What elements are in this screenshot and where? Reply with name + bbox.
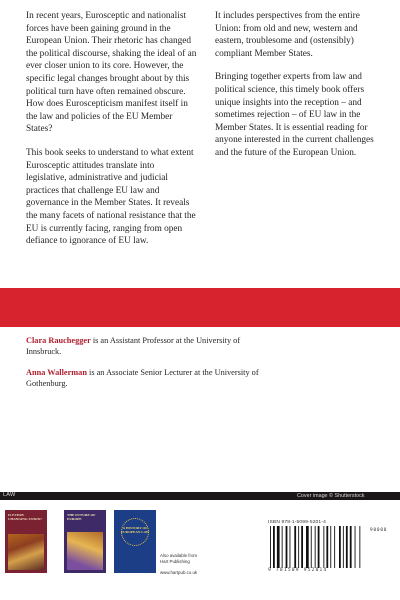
blurb-paragraph: It includes perspectives from the entire Union: from old and new, western and eastern, troublesome and (ostensibly) compliant Member States. bbox=[215, 11, 360, 59]
blurb-paragraph: Bringing together experts from law and political science, this timely book offers unique insights into the reception – and sometimes rejection – of EU law in the Member States. It is essential reading for anyone interested in the current challenges and the future of the European Union. bbox=[215, 72, 374, 158]
author-bio bbox=[26, 367, 266, 389]
author-name: Clara Rauchegger bbox=[26, 336, 91, 345]
eu-stars-ring-icon bbox=[121, 518, 149, 546]
isbn-text: ISBN 978-1-5099-5201-4 bbox=[268, 520, 326, 525]
book-artwork bbox=[8, 534, 44, 570]
author-bio-text: is an Associate Senior Lecturer at the University of Gothenburg. bbox=[26, 368, 259, 388]
subject-label: LAW bbox=[3, 492, 16, 498]
related-book-cover bbox=[64, 510, 106, 573]
blurb-paragraph: This book seeks to understand to what extent Eurosceptic attitudes translate into legislative, administrative and judicial practices that challenge EU law and governance in the Member States. It reveals the many facets of national resistance that the EU is currently facing, ranging from open defiance to ignorance of EU law. bbox=[26, 147, 196, 247]
blurb bbox=[26, 10, 386, 259]
barcode-digits: 9 781509 952014 bbox=[268, 568, 328, 573]
book-artwork bbox=[67, 532, 103, 570]
footer-panel bbox=[0, 500, 400, 600]
author-bios bbox=[26, 335, 266, 399]
related-book-title: A HISTORY OF EUROPEAN LAW bbox=[120, 526, 150, 535]
blurb-right-column bbox=[215, 10, 386, 259]
related-book-title: IS EVERY CHANGING UNION? bbox=[8, 513, 42, 522]
cover-credit: Cover image © Shutterstock bbox=[297, 493, 365, 499]
related-book-title: THE FUTURE OF EUROPE bbox=[67, 513, 96, 522]
barcode-icon bbox=[268, 526, 366, 568]
author-bio-text: is an Assistant Professor at the University of Innsbruck. bbox=[26, 336, 241, 356]
price-code: 90000 bbox=[370, 528, 388, 533]
publisher-url: www.hartpub.co.uk bbox=[160, 570, 198, 575]
red-band bbox=[0, 288, 400, 327]
author-bio bbox=[26, 335, 266, 357]
also-available-line: Hart Publishing bbox=[160, 559, 190, 564]
blurb-left-column bbox=[26, 10, 197, 259]
back-cover-footer bbox=[0, 492, 400, 600]
also-available bbox=[160, 553, 230, 576]
related-book-cover bbox=[5, 510, 47, 573]
also-available-line: Also available from bbox=[160, 553, 198, 558]
blurb-paragraph: In recent years, Eurosceptic and nationalist forces have been gaining ground in the European Union. Their rhetoric has changed the political discourse, shaking the ideal of an ever closer union to its core. However, the specific legal changes brought about by this political turn have often remained obscure. How does Euroscepticism manifest itself in the law and policies of the EU Member States? bbox=[26, 11, 197, 135]
related-book-cover bbox=[114, 510, 156, 573]
author-name: Anna Wallerman bbox=[26, 368, 87, 377]
